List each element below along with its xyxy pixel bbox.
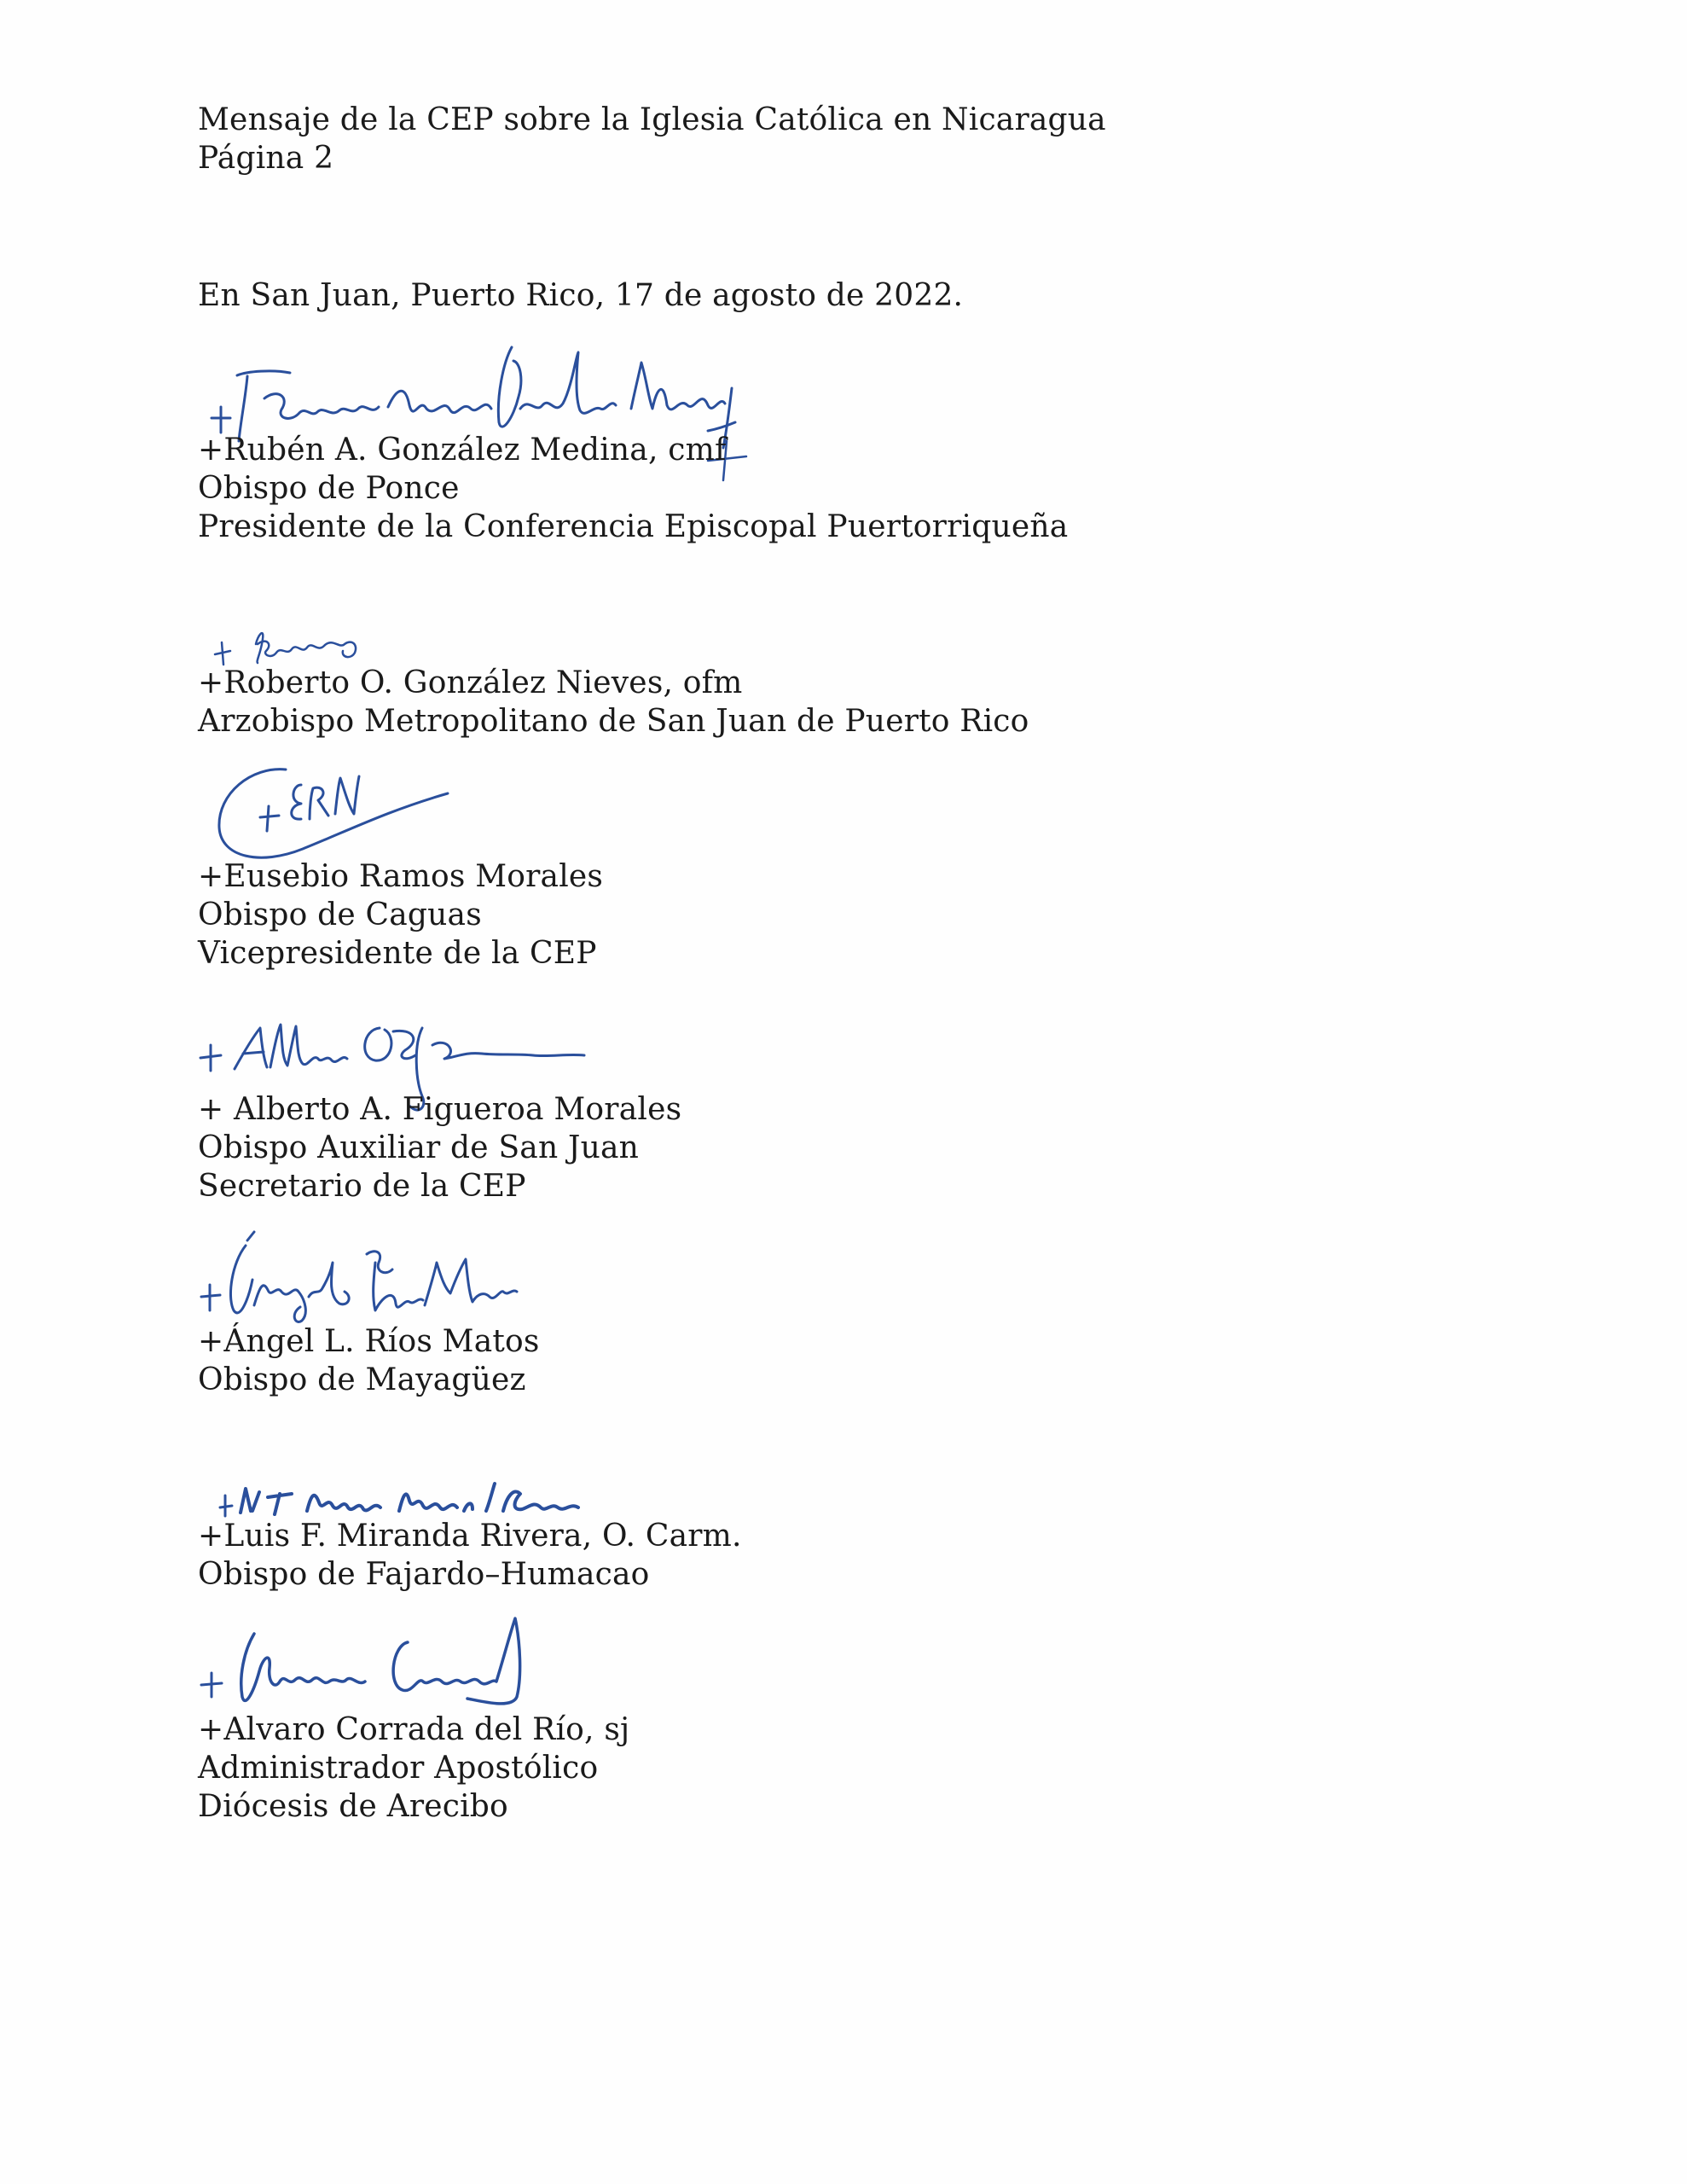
signatory-3-name: +Eusebio Ramos Morales [198,859,604,894]
signatory-1-title-1: Obispo de Ponce [198,471,460,506]
signatory-3-title-2: Vicepresidente de la CEP [198,936,597,971]
signatory-6-title-1: Obispo de Fajardo–Humacao [198,1557,650,1592]
signatory-5-title-1: Obispo de Mayagüez [198,1362,526,1397]
signatory-7-name: +Alvaro Corrada del Río, sj [198,1712,630,1747]
signatory-4-title-2: Secretario de la CEP [198,1169,526,1204]
signature-alvaro-corrada [194,1608,536,1719]
signatory-4-name: + Alberto A. Figueroa Morales [198,1092,682,1127]
signatory-2-title-1: Arzobispo Metropolitano de San Juan de Puerto Rico [198,704,1029,739]
dateline: En San Juan, Puerto Rico, 17 de agosto de 2022. [198,278,964,313]
header-title: Mensaje de la CEP sobre la Iglesia Católica en Nicaragua [198,102,1106,137]
signatory-6-name: +Luis F. Miranda Rivera, O. Carm. [198,1519,742,1554]
signatory-7-title-1: Administrador Apostólico [198,1751,599,1786]
signatory-1-title-2: Presidente de la Conferencia Episcopal Puertorriqueña [198,509,1069,544]
signature-luis-miranda [213,1463,640,1523]
signatory-2-name: +Roberto O. González Nieves, ofm [198,665,743,700]
signatory-1-name: +Rubén A. González Medina, cmf [198,433,727,468]
signatory-4-title-1: Obispo Auxiliar de San Juan [198,1130,640,1165]
header-page-number: Página 2 [198,141,334,176]
signatory-3-title-1: Obispo de Caguas [198,897,482,932]
signatory-7-title-2: Diócesis de Arecibo [198,1789,508,1824]
signature-angel-rios [194,1228,536,1327]
signatory-5-name: +Ángel L. Ríos Matos [198,1324,540,1359]
